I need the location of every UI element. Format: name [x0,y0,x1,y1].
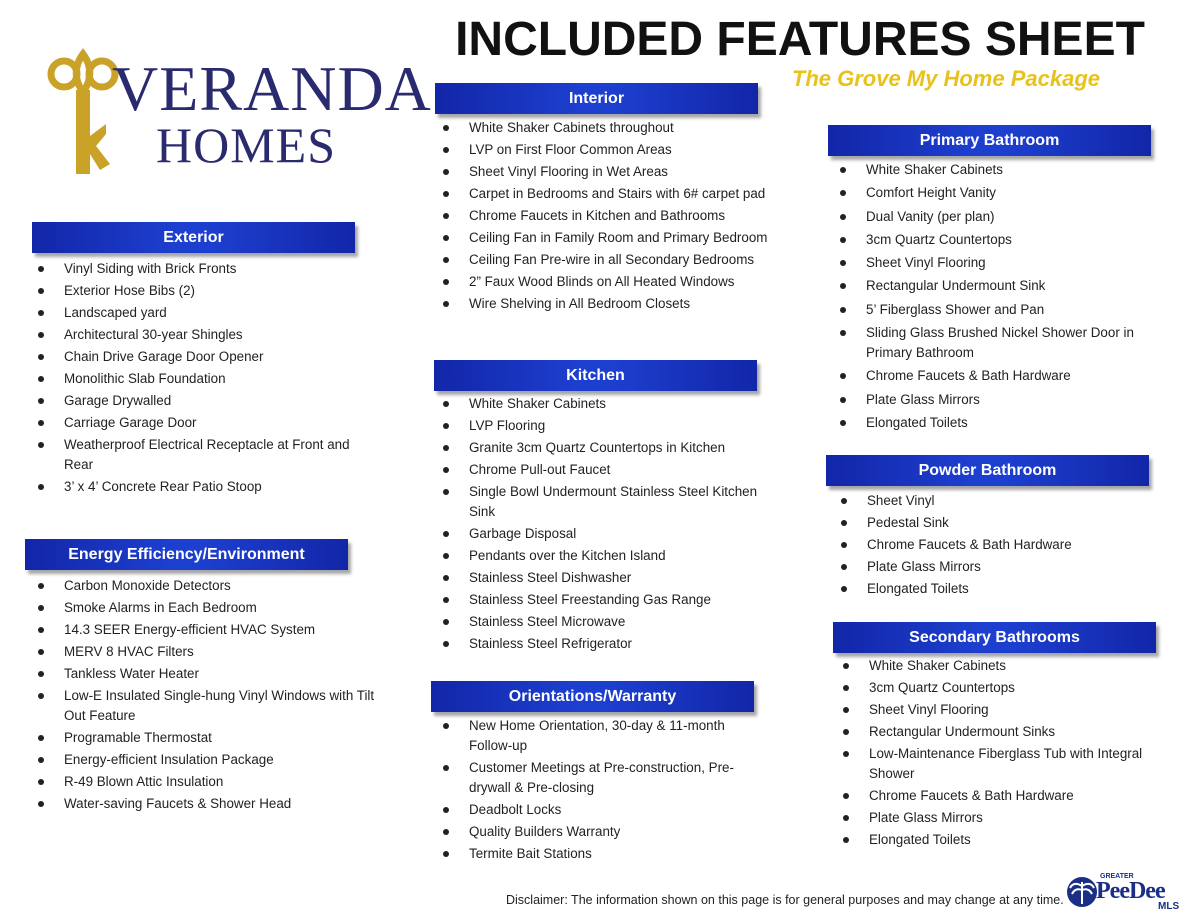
feature-item: White Shaker Cabinets [834,160,1154,180]
feature-item: Tankless Water Heater [32,664,377,684]
feature-item: Pedestal Sink [835,513,1155,533]
primary-bathroom-list [834,160,1154,436]
feature-item: Granite 3cm Quartz Countertops in Kitchen [437,438,782,458]
mls-suffix-text: MLS [1158,901,1180,912]
veranda-homes-logo [40,46,432,186]
feature-item: Stainless Steel Freestanding Gas Range [437,590,782,610]
feature-item: New Home Orientation, 30-day & 11-month Follow-up [437,716,757,756]
feature-item: Elongated Toilets [834,413,1154,433]
feature-item: Garbage Disposal [437,524,782,544]
feature-item: Rectangular Undermount Sink [834,276,1154,296]
section-header-primary-bathroom: Primary Bathroom [828,125,1151,156]
feature-item: Plate Glass Mirrors [837,808,1157,828]
feature-item: 3cm Quartz Countertops [834,230,1154,250]
feature-item: Landscaped yard [32,303,377,323]
feature-item: Weatherproof Electrical Receptacle at Front and Rear [32,435,377,475]
feature-item: 14.3 SEER Energy-efficient HVAC System [32,620,377,640]
feature-item: Low-E Insulated Single-hung Vinyl Windows with Tilt Out Feature [32,686,377,726]
feature-item: Elongated Toilets [835,579,1155,599]
feature-item: Chain Drive Garage Door Opener [32,347,377,367]
feature-item: 2” Faux Wood Blinds on All Heated Windows [437,272,782,292]
feature-item: Pendants over the Kitchen Island [437,546,782,566]
interior-list [437,118,782,316]
feature-item: 3’ x 4’ Concrete Rear Patio Stoop [32,477,377,497]
feature-item: 5’ Fiberglass Shower and Pan [834,300,1154,320]
feature-item: Low-Maintenance Fiberglass Tub with Integral Shower [837,744,1157,784]
section-header-energy: Energy Efficiency/Environment [25,539,348,570]
powder-bathroom-list [835,491,1155,601]
feature-item: Sheet Vinyl Flooring in Wet Areas [437,162,782,182]
feature-item: Stainless Steel Dishwasher [437,568,782,588]
feature-item: Chrome Faucets & Bath Hardware [834,366,1154,386]
feature-item: Carbon Monoxide Detectors [32,576,377,596]
section-header-powder-bathroom: Powder Bathroom [826,455,1149,486]
disclaimer-text: Disclaimer: The information shown on this page is for general purposes and may change at any time. [506,893,1064,907]
feature-item: Ceiling Fan Pre-wire in all Secondary Bedrooms [437,250,782,270]
section-header-orientations: Orientations/Warranty [431,681,754,712]
feature-item: MERV 8 HVAC Filters [32,642,377,662]
orientations-list [437,716,757,866]
section-header-secondary-bathrooms: Secondary Bathrooms [833,622,1156,653]
feature-item: White Shaker Cabinets throughout [437,118,782,138]
feature-item: Rectangular Undermount Sinks [837,722,1157,742]
feature-item: Architectural 30-year Shingles [32,325,377,345]
feature-item: Carpet in Bedrooms and Stairs with 6# carpet pad [437,184,782,204]
feature-item: Chrome Pull-out Faucet [437,460,782,480]
feature-item: Sheet Vinyl Flooring [837,700,1157,720]
peedee-mls-logo [1066,870,1184,914]
feature-item: Chrome Faucets in Kitchen and Bathrooms [437,206,782,226]
feature-item: White Shaker Cabinets [837,656,1157,676]
feature-item: Exterior Hose Bibs (2) [32,281,377,301]
feature-item: Quality Builders Warranty [437,822,757,842]
feature-item: Customer Meetings at Pre-construction, Pre-drywall & Pre-closing [437,758,757,798]
energy-list [32,576,377,816]
section-header-exterior: Exterior [32,222,355,253]
feature-item: Wire Shelving in All Bedroom Closets [437,294,782,314]
feature-item: Comfort Height Vanity [834,183,1154,203]
feature-item: Ceiling Fan in Family Room and Primary Bedroom [437,228,782,248]
feature-item: Monolithic Slab Foundation [32,369,377,389]
mls-greater-text: GREATER [1100,873,1134,880]
feature-item: Sheet Vinyl [835,491,1155,511]
feature-item: Carriage Garage Door [32,413,377,433]
feature-item: Vinyl Siding with Brick Fronts [32,259,377,279]
secondary-bathrooms-list [837,656,1157,852]
feature-item: 3cm Quartz Countertops [837,678,1157,698]
feature-item: Single Bowl Undermount Stainless Steel Kitchen Sink [437,482,782,522]
feature-item: R-49 Blown Attic Insulation [32,772,377,792]
package-subtitle: The Grove My Home Package [791,66,1100,91]
feature-item: Programable Thermostat [32,728,377,748]
feature-item: LVP on First Floor Common Areas [437,140,782,160]
feature-item: Sheet Vinyl Flooring [834,253,1154,273]
section-header-kitchen: Kitchen [434,360,757,391]
feature-item: Smoke Alarms in Each Bedroom [32,598,377,618]
feature-item: Elongated Toilets [837,830,1157,850]
feature-item: Chrome Faucets & Bath Hardware [837,786,1157,806]
logo-word-veranda: VERANDA [112,53,432,124]
feature-item: Sliding Glass Brushed Nickel Shower Door in Primary Bathroom [834,323,1154,363]
feature-item: Stainless Steel Refrigerator [437,634,782,654]
palmetto-icon [1066,872,1100,912]
kitchen-list [437,394,782,656]
feature-item: Chrome Faucets & Bath Hardware [835,535,1155,555]
feature-item: Dual Vanity (per plan) [834,207,1154,227]
feature-item: Termite Bait Stations [437,844,757,864]
feature-item: Garage Drywalled [32,391,377,411]
logo-word-homes: HOMES [156,117,337,173]
section-header-interior: Interior [435,83,758,114]
feature-item: Plate Glass Mirrors [835,557,1155,577]
exterior-list [32,259,377,499]
mls-peedee-text: PeeDee [1096,878,1165,904]
feature-item: Water-saving Faucets & Shower Head [32,794,377,814]
feature-item: White Shaker Cabinets [437,394,782,414]
feature-item: Stainless Steel Microwave [437,612,782,632]
feature-item: LVP Flooring [437,416,782,436]
feature-item: Plate Glass Mirrors [834,390,1154,410]
feature-item: Deadbolt Locks [437,800,757,820]
page-title: INCLUDED FEATURES SHEET [455,13,1145,66]
feature-item: Energy-efficient Insulation Package [32,750,377,770]
